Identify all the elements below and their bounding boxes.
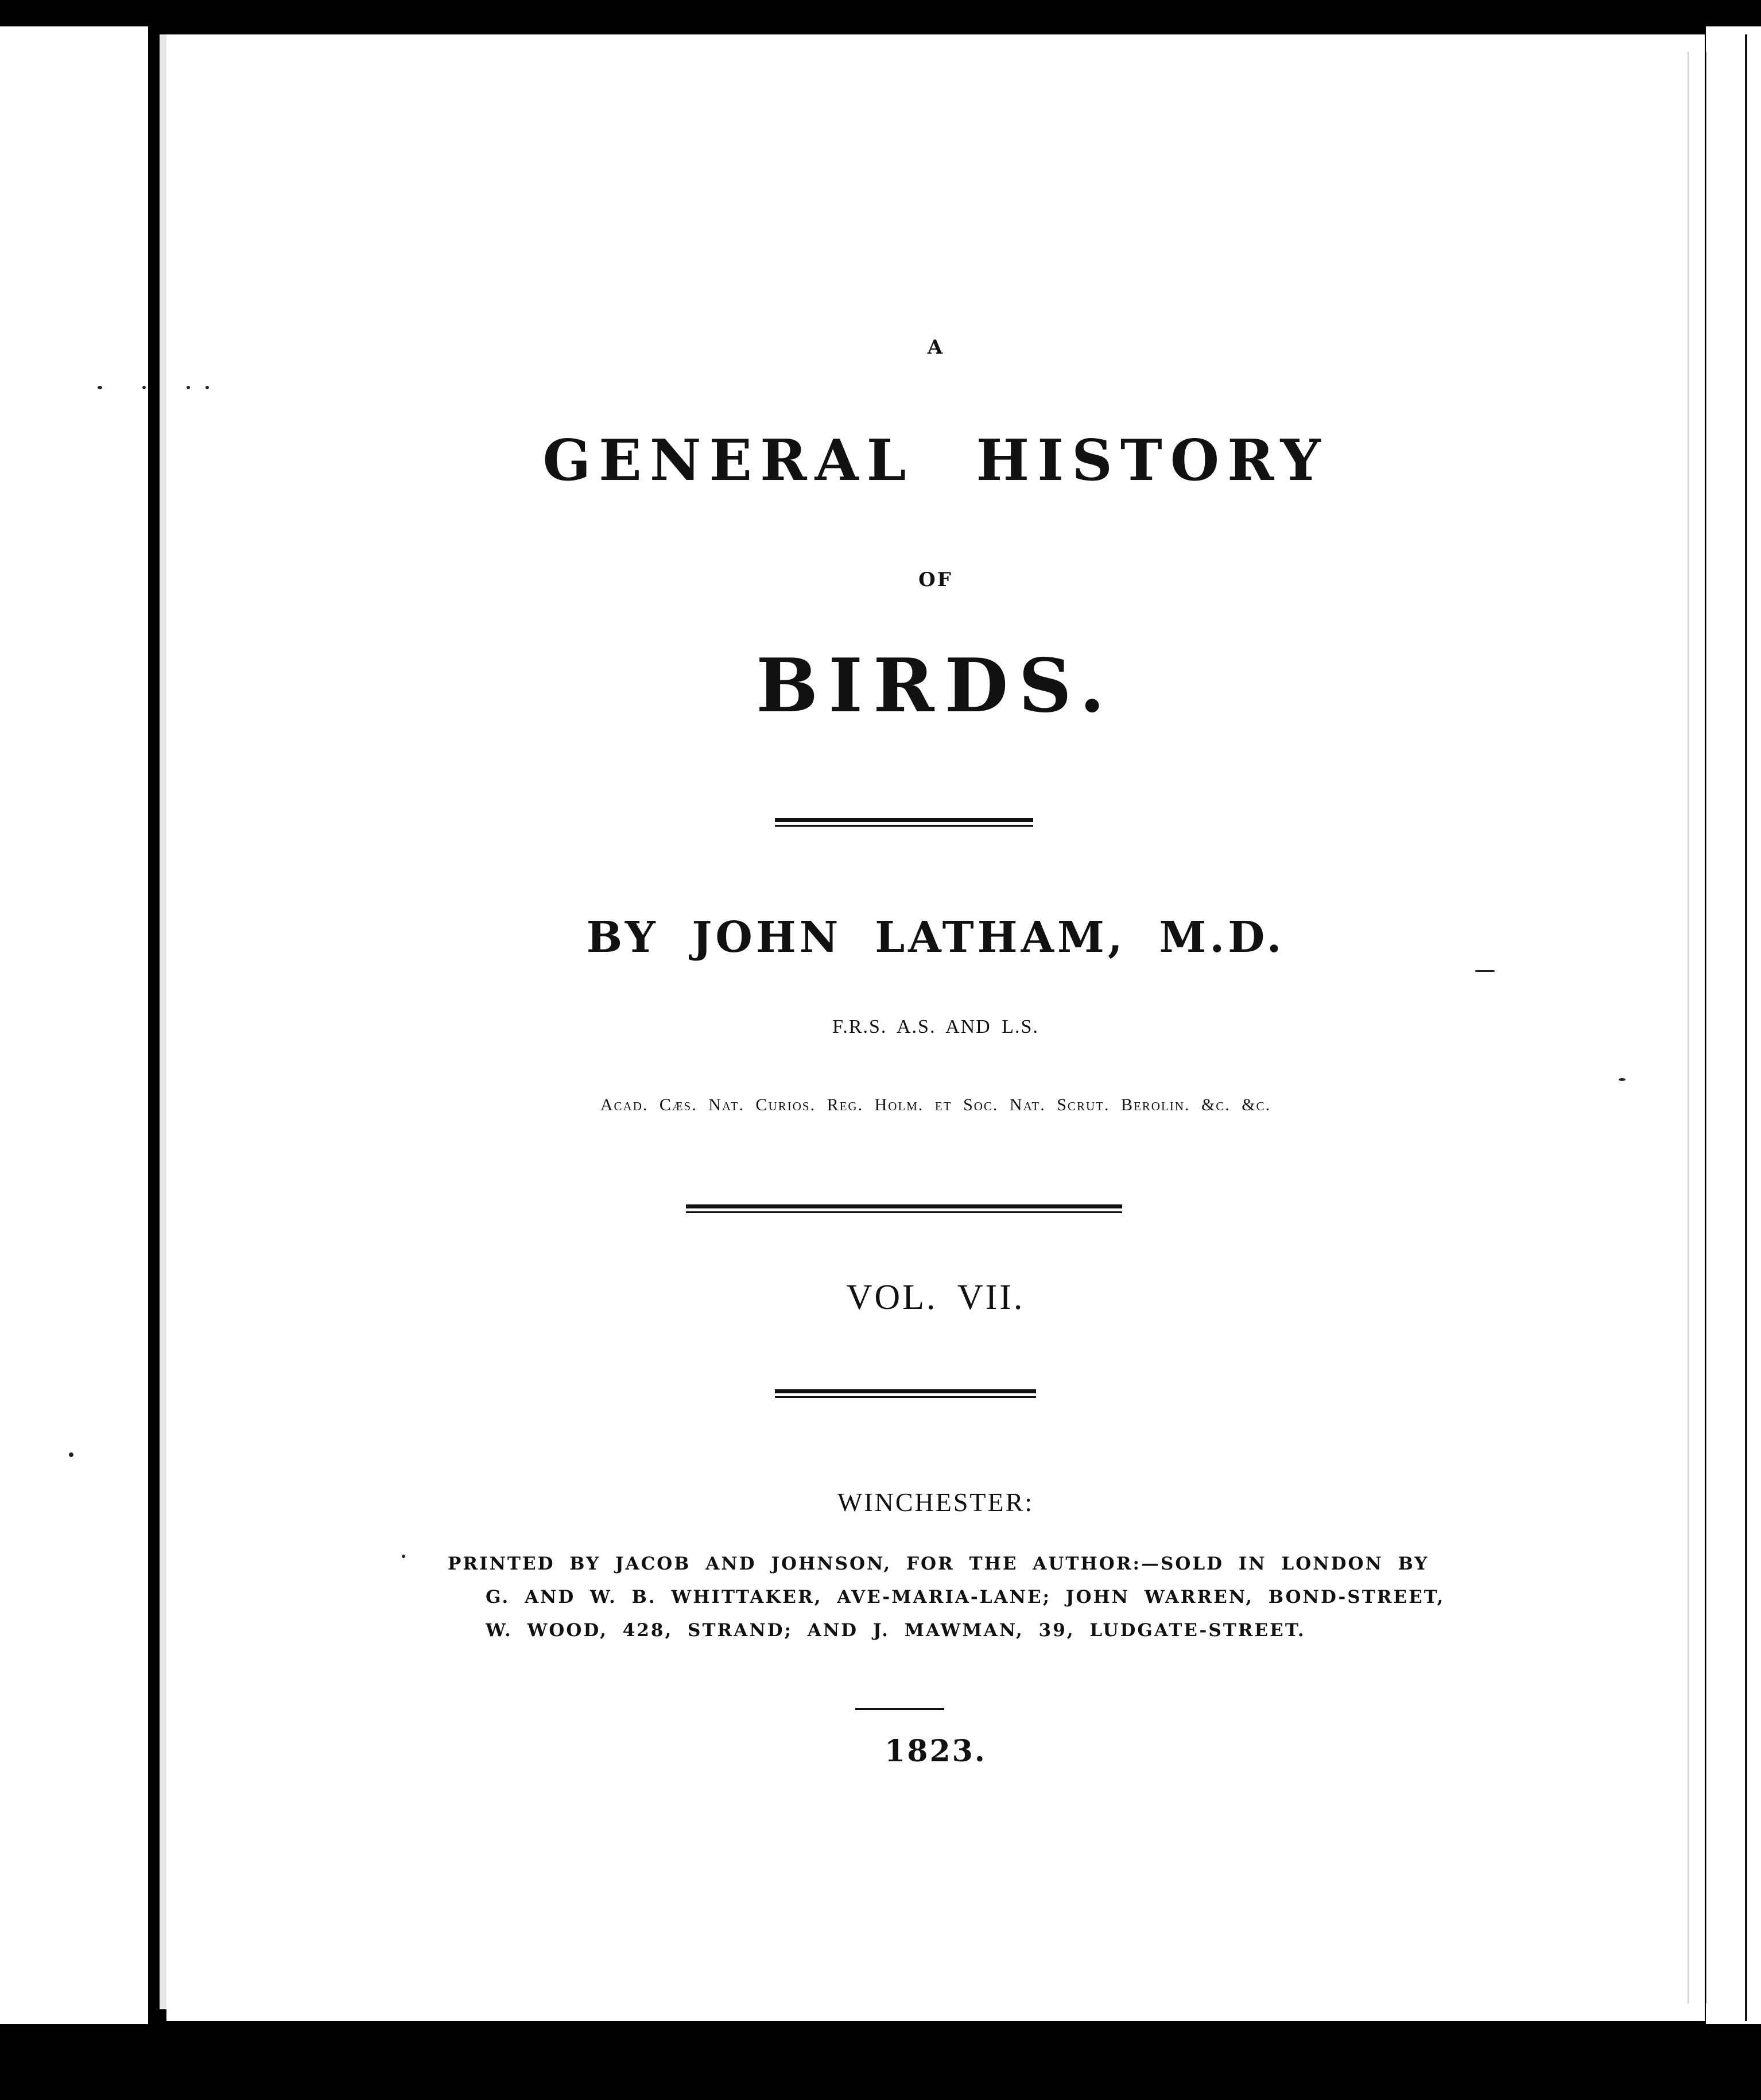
- scan-border-bottom: [0, 2024, 1761, 2100]
- gutter-edge: [160, 34, 166, 2009]
- paper-speck: [187, 386, 190, 389]
- title-main: GENERAL HISTORY: [542, 428, 1329, 494]
- paper-speck: [1475, 970, 1495, 972]
- short-rule: [855, 1708, 944, 1710]
- page-stack-shadow: [1745, 34, 1747, 2021]
- imprint-place: WINCHESTER:: [837, 1487, 1034, 1517]
- imprint-block: [166, 1547, 1705, 1647]
- title-of: OF: [918, 568, 953, 591]
- paper-speck: [98, 386, 102, 389]
- paper-speck: [402, 1555, 405, 1558]
- left-facing-leaf: [0, 26, 148, 2024]
- title-subject: BIRDS.: [756, 643, 1115, 729]
- imprint-line: PRINTED BY JACOB AND JOHNSON, FOR THE AUTHOR:—SOLD IN LONDON BY: [448, 1553, 1429, 1574]
- author-line: BY JOHN LATHAM, M.D.: [586, 913, 1285, 962]
- book-gutter: [148, 26, 160, 2024]
- imprint-line: G. AND W. B. WHITTAKER, AVE-MARIA-LANE; JOHN WARREN, BOND-STREET,: [486, 1587, 1445, 1607]
- double-rule-2: [686, 1204, 1122, 1213]
- double-rule-1: [775, 818, 1033, 827]
- author-academies: Acad. Cæs. Nat. Curios. Reg. Holm. et Soc. Nat. Scrut. Berolin. &c. &c.: [600, 1095, 1271, 1114]
- scan-border-top: [0, 0, 1761, 26]
- title-article: A: [927, 336, 944, 359]
- author-credentials: F.R.S. A.S. AND L.S.: [832, 1016, 1039, 1037]
- double-rule-3: [775, 1389, 1036, 1398]
- paper-speck: [142, 386, 146, 389]
- volume-number: VOL. VII.: [846, 1278, 1025, 1317]
- publication-year: 1823.: [885, 1734, 987, 1769]
- imprint-line: W. WOOD, 428, STRAND; AND J. MAWMAN, 39, LUDGATE-STREET.: [486, 1620, 1306, 1641]
- page-stack-edge: [1706, 26, 1761, 2024]
- paper-speck: [1619, 1078, 1626, 1081]
- paper-speck: [69, 1452, 73, 1457]
- paper-speck: [205, 386, 209, 389]
